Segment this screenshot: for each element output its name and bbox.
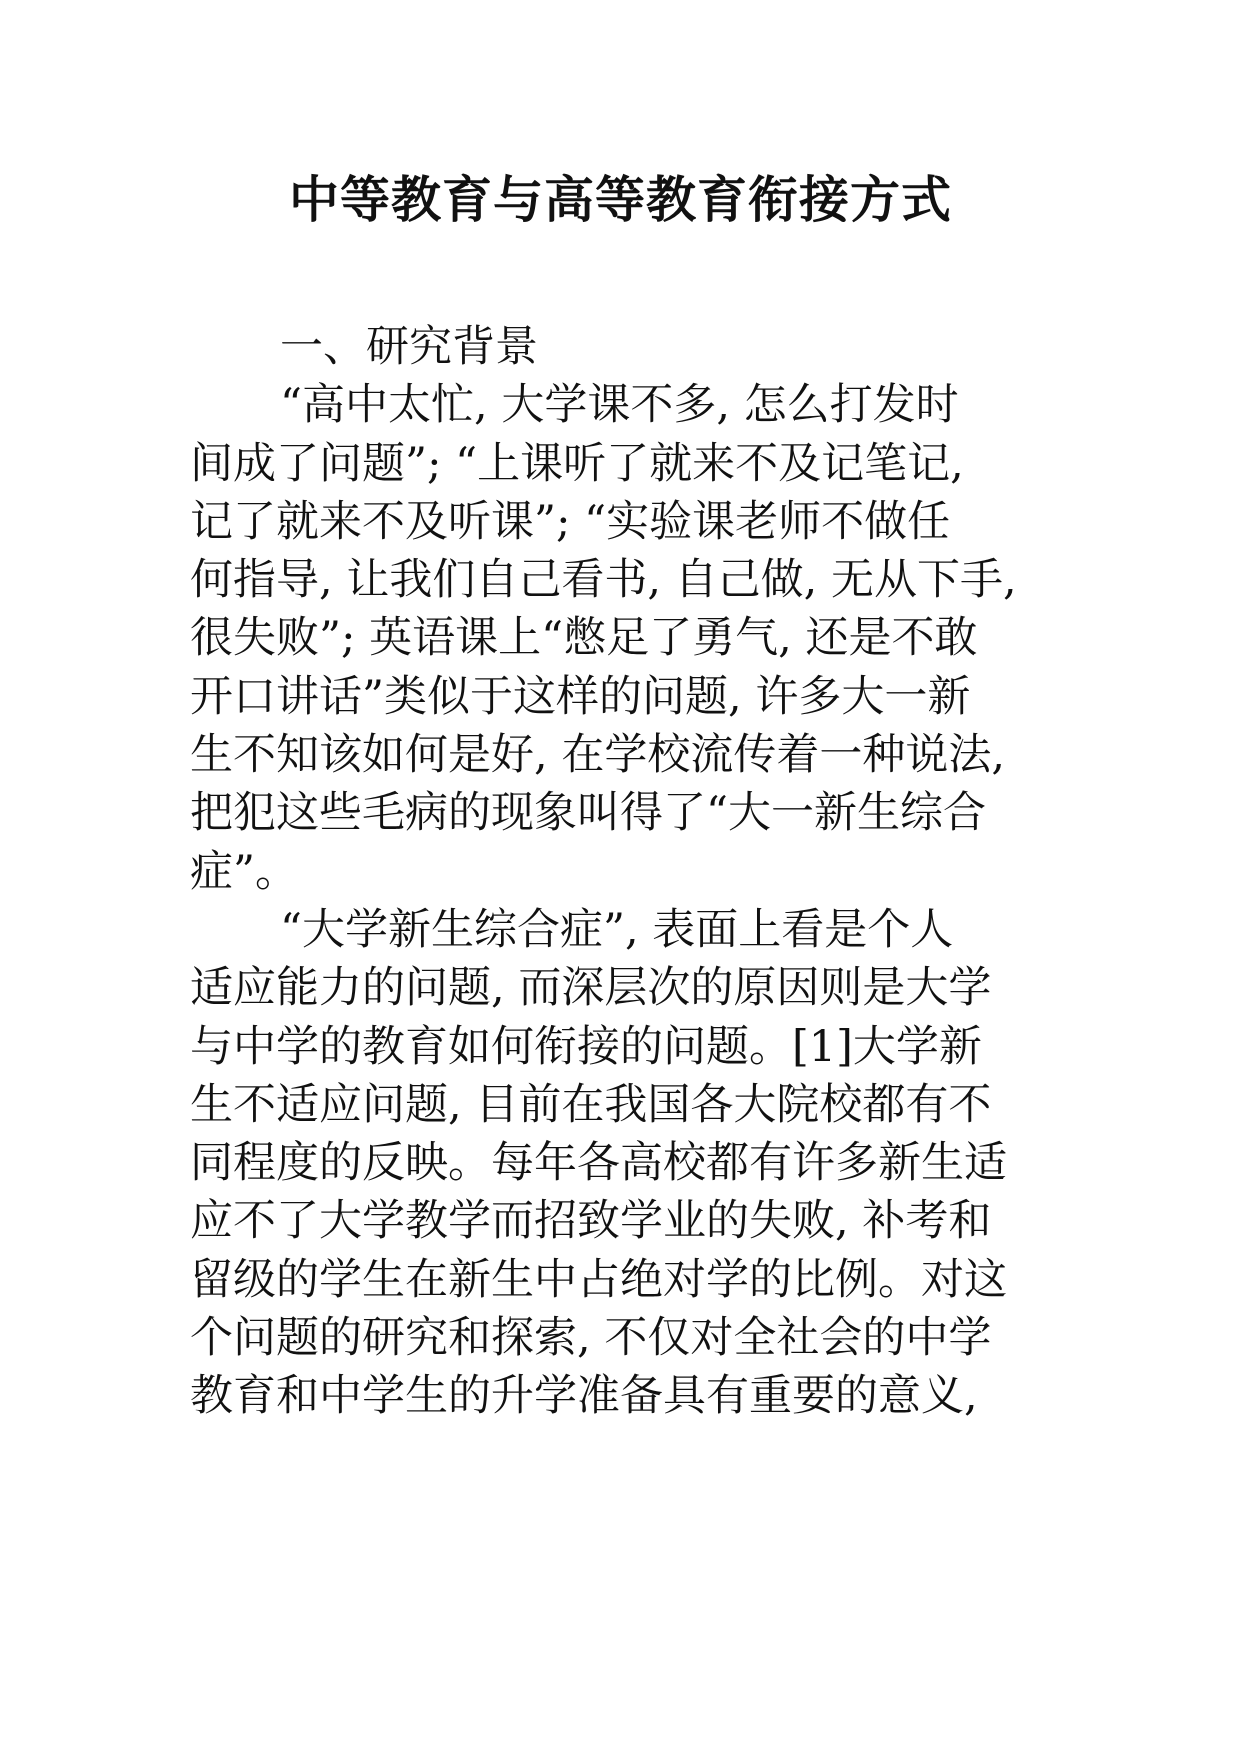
- paragraph-line: 何指导, 让我们自己看书, 自己做, 无从下手,: [190, 555, 1017, 606]
- document-body: [190, 318, 1070, 1426]
- paragraph-line: 生不适应问题, 目前在我国各大院校都有不: [190, 1079, 992, 1130]
- paragraph-line: 很失败”; 英语课上“憋足了勇气, 还是不敢: [190, 613, 978, 664]
- paragraph-line: “大学新生综合症”, 表面上看是个人: [280, 904, 954, 955]
- section-heading: 一、研究背景: [280, 322, 538, 372]
- paragraph-line: 症”。: [190, 846, 298, 897]
- paragraph-line: 把犯这些毛病的现象叫得了“大一新生综合: [190, 788, 986, 839]
- paragraph-line: 应不了大学教学而招致学业的失败, 补考和: [190, 1196, 992, 1247]
- paragraph-line: 记了就来不及听课”; “实验课老师不做任: [190, 496, 951, 547]
- paragraph-line: “高中太忙, 大学课不多, 怎么打发时: [280, 380, 959, 431]
- paragraph-line: 留级的学生在新生中占绝对学的比例。对这: [190, 1254, 1007, 1305]
- paragraph-line: 个问题的研究和探索, 不仅对全社会的中学: [190, 1313, 992, 1364]
- paragraph-line: 间成了问题”; “上课听了就来不及记笔记,: [190, 438, 964, 489]
- paragraph-line: 适应能力的问题, 而深层次的原因则是大学: [190, 963, 992, 1014]
- paragraph-line: 教育和中学生的升学准备具有重要的意义,: [190, 1371, 978, 1422]
- document-title: 中等教育与高等教育衔接方式: [289, 171, 952, 229]
- paragraph-line: 与中学的教育如何衔接的问题。[1]大学新: [190, 1021, 982, 1072]
- paragraph-line: 同程度的反映。每年各高校都有许多新生适: [190, 1138, 1007, 1189]
- paragraph-line: 生不知该如何是好, 在学校流传着一种说法,: [190, 730, 1006, 781]
- paragraph-line: 开口讲话”类似于这样的问题, 许多大一新: [190, 671, 971, 722]
